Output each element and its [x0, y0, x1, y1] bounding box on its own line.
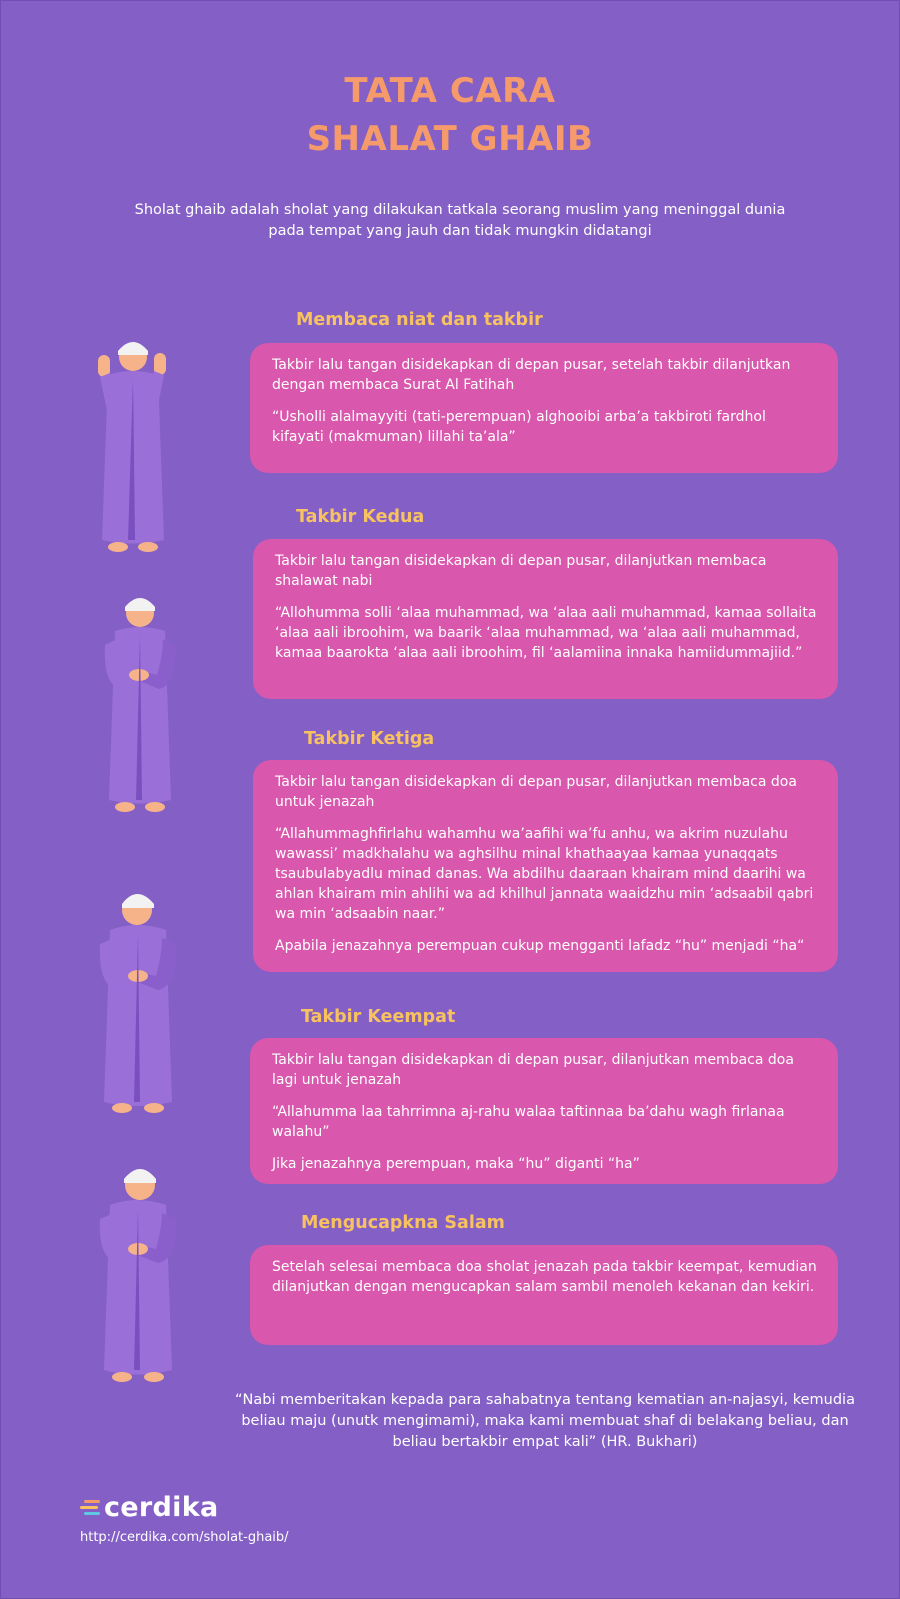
step-5-card — [250, 1245, 838, 1345]
step-3-note: Apabila jenazahnya perempuan cukup mengganti lafadz “hu” menjadi “ha“ — [275, 938, 805, 954]
praying-man-salam-figure — [92, 1165, 187, 1395]
praying-man-turning-figure — [92, 890, 187, 1125]
praying-man-standing-figure — [95, 595, 185, 825]
intro-text: Sholat ghaib adalah sholat yang dilakukan tatkala seorang muslim yang meninggal dunia pada tempat yang jauh dan tidak mungkin didatangi — [134, 202, 786, 239]
step-1-text: Takbir lalu tangan disidekapkan di depan pusar, setelah takbir dilanjutkan dengan membaca Surat Al Fatihah — [272, 357, 791, 393]
step-3-text: Takbir lalu tangan disidekapkan di depan pusar, dilanjutkan membaca doa untuk jenazah — [275, 774, 797, 810]
source-url[interactable]: http://cerdika.com/sholat-ghaib/ — [80, 1530, 289, 1545]
page-title-line2: SHALAT GHAIB — [306, 119, 594, 159]
praying-man-takbir-figure — [78, 335, 188, 565]
cerdika-logo-icon — [80, 1497, 102, 1517]
step-1-card — [250, 343, 838, 473]
step-4-text: Takbir lalu tangan disidekapkan di depan pusar, dilanjutkan membaca doa lagi untuk jenazah — [272, 1052, 794, 1088]
step-4-card — [250, 1038, 838, 1184]
step-4-prayer: “Allahumma laa tahrrimna aj-rahu walaa taftinnaa ba’dahu wagh firlanaa walahu” — [272, 1104, 785, 1140]
step-2-card — [253, 539, 838, 699]
step-5-text: Setelah selesai membaca doa sholat jenazah pada takbir keempat, kemudian dilanjutkan dengan mengucapkan salam sambil menoleh kekanan dan kekiri. — [272, 1259, 817, 1295]
step-4-title: Takbir Keempat — [301, 1007, 456, 1027]
step-2-text: Takbir lalu tangan disidekapkan di depan pusar, dilanjutkan membaca shalawat nabi — [275, 553, 767, 589]
step-1-title: Membaca niat dan takbir — [296, 310, 543, 330]
step-2-prayer: “Allohumma solli ‘alaa muhammad, wa ‘alaa aali muhammad, kamaa sollaita ‘alaa aali ibroohim, wa baarik ‘alaa muhammad, wa ‘alaa aali muhammad, kamaa baarokta ‘alaa aali ibroohim, fil ‘aalamiina innaka hamiidummajiid.” — [275, 605, 817, 661]
cerdika-logo-text: cerdika — [104, 1491, 219, 1523]
step-3-title: Takbir Ketiga — [304, 729, 435, 749]
hadith-quote: “Nabi memberitakan kepada para sahabatnya tentang kematian an-najasyi, kemudia beliau maju (unutk mengimami), maka kami membuat shaf di belakang beliau, dan beliau bertakbir empat kali” (HR. Bukhari) — [235, 1392, 855, 1450]
cerdika-logo — [80, 1490, 219, 1524]
page-title-line1: TATA CARA — [344, 71, 556, 111]
step-5-title: Mengucapkna Salam — [301, 1213, 505, 1233]
step-1-prayer: “Usholli alalmayyiti (tati-perempuan) alghooibi arba’a takbiroti fardhol kifayati (makmuman) lillahi ta’ala” — [272, 409, 766, 445]
step-4-note: Jika jenazahnya perempuan, maka “hu” diganti “ha” — [272, 1156, 640, 1172]
step-2-title: Takbir Kedua — [296, 507, 425, 527]
step-3-prayer: “Allahummaghfirlahu wahamhu wa’aafihi wa’fu anhu, wa akrim nuzulahu wawassi’ madkhalahu wa aghsilhu minal khathaayaa kamaa yunaqqats tsaubulabyadlu minad danas. Wa abdilhu daaraan khairam mind daarihi wa ahlan khairam min ahlihi wa ad khilhul jannata waaidzhu min ‘adsaabil qabri wa min ‘adsaabin naar.” — [275, 826, 814, 922]
step-3-card — [253, 760, 838, 972]
